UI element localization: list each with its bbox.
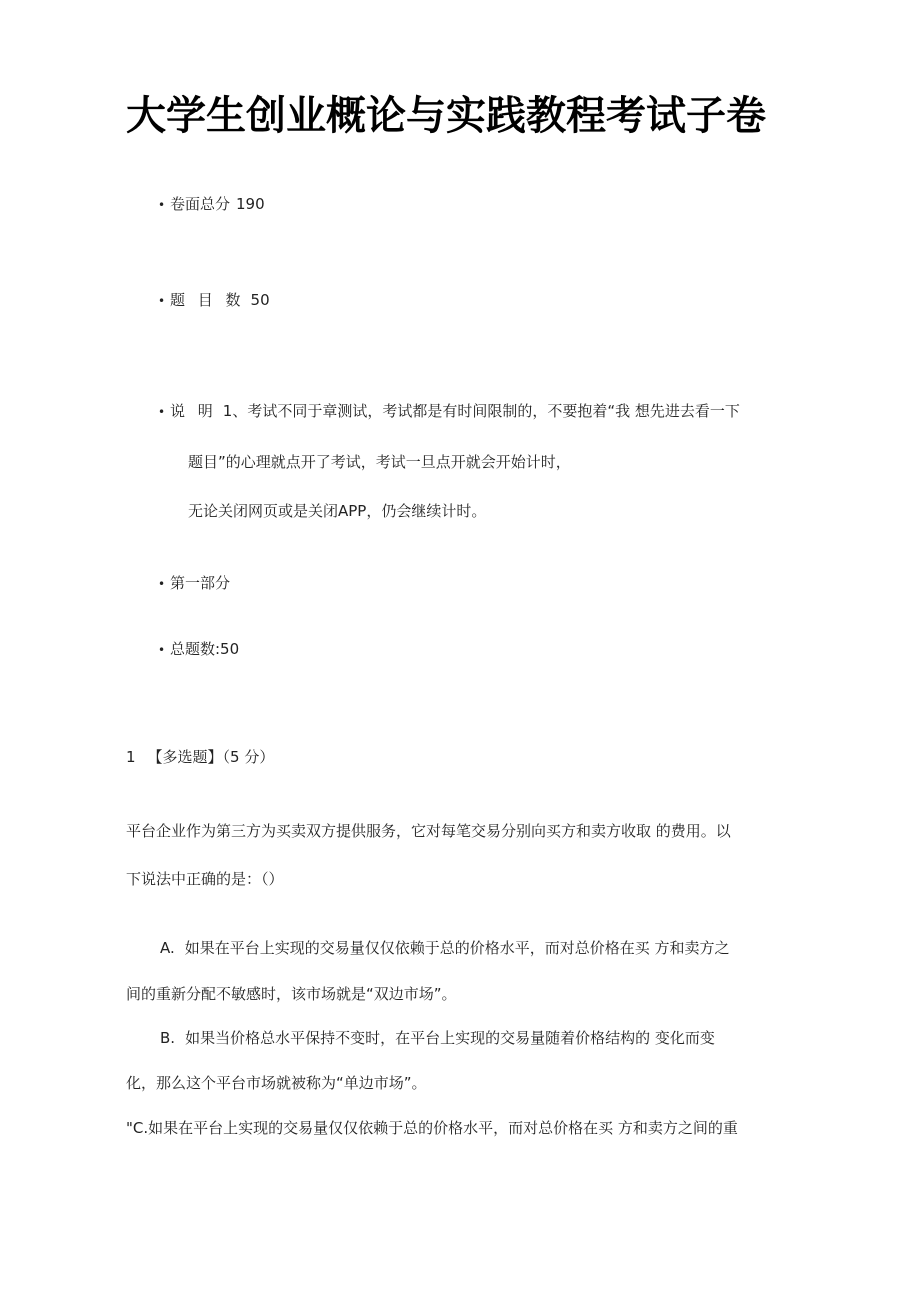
part-label: 第一部分 — [170, 574, 231, 592]
page-title: 大学生创业概论与实践教程考试子卷 — [126, 93, 766, 139]
option-b-text-line-1: 如果当价格总水平保持不变时，在平台上实现的交易量随着价格结构的 变化而变 — [185, 1029, 715, 1047]
question-count-value: 50 — [250, 291, 270, 309]
total-score-label: 卷面总分 — [170, 195, 231, 213]
note-label: 说 明 — [170, 402, 217, 420]
question-count-row — [158, 289, 270, 312]
part-row — [158, 572, 230, 595]
bullet-icon: • — [158, 294, 166, 308]
question-number: 1 — [126, 748, 136, 766]
note-line-1: 1、考试不同于章测试，考试都是有时间限制的，不要抱着“我 想先进去看一下 — [222, 402, 740, 420]
bullet-icon: • — [158, 405, 166, 419]
bullet-icon: • — [158, 643, 166, 657]
option-b-text-line-2: 化，那么这个平台市场就被称为“单边市场”。 — [126, 1074, 427, 1092]
note-row — [158, 400, 740, 423]
question-count-label: 题 目 数 — [170, 291, 245, 309]
bullet-icon: • — [158, 577, 166, 591]
option-b-letter: B. — [160, 1029, 176, 1047]
note-line-3: 无论关闭网页或是关闭APP，仍会继续计时。 — [188, 502, 487, 520]
note-line-2: 题目”的心理就点开了考试，考试一旦点开就会开始计时， — [188, 453, 571, 471]
question-text-line-2: 下说法中正确的是：（） — [126, 870, 284, 888]
option-a-letter: A. — [160, 939, 175, 957]
option-b[interactable] — [160, 1027, 715, 1049]
total-score-value: 190 — [236, 195, 265, 213]
option-a-text-line-1: 如果在平台上实现的交易量仅仅依赖于总的价格水平，而对总价格在买 方和卖方之 — [184, 939, 730, 957]
option-c[interactable] — [126, 1117, 738, 1139]
bullet-icon: • — [158, 198, 166, 212]
option-a-text-line-2: 间的重新分配不敏感时，该市场就是“双边市场”。 — [126, 985, 457, 1003]
question-type: 【多选题】（5 分） — [147, 748, 275, 766]
total-score-row — [158, 193, 265, 216]
question-header — [126, 746, 274, 768]
question-text-line-1: 平台企业作为第三方为买卖双方提供服务，它对每笔交易分别向买方和卖方收取 的费用。以 — [126, 822, 731, 840]
part-total-row — [158, 638, 239, 661]
option-c-text-line-1: 如果在平台上实现的交易量仅仅依赖于总的价格水平，而对总价格在买 方和卖方之间的重 — [148, 1119, 738, 1137]
option-c-letter: "C. — [126, 1119, 149, 1137]
part-total: 总题数:50 — [170, 640, 240, 658]
option-a[interactable] — [160, 937, 730, 959]
